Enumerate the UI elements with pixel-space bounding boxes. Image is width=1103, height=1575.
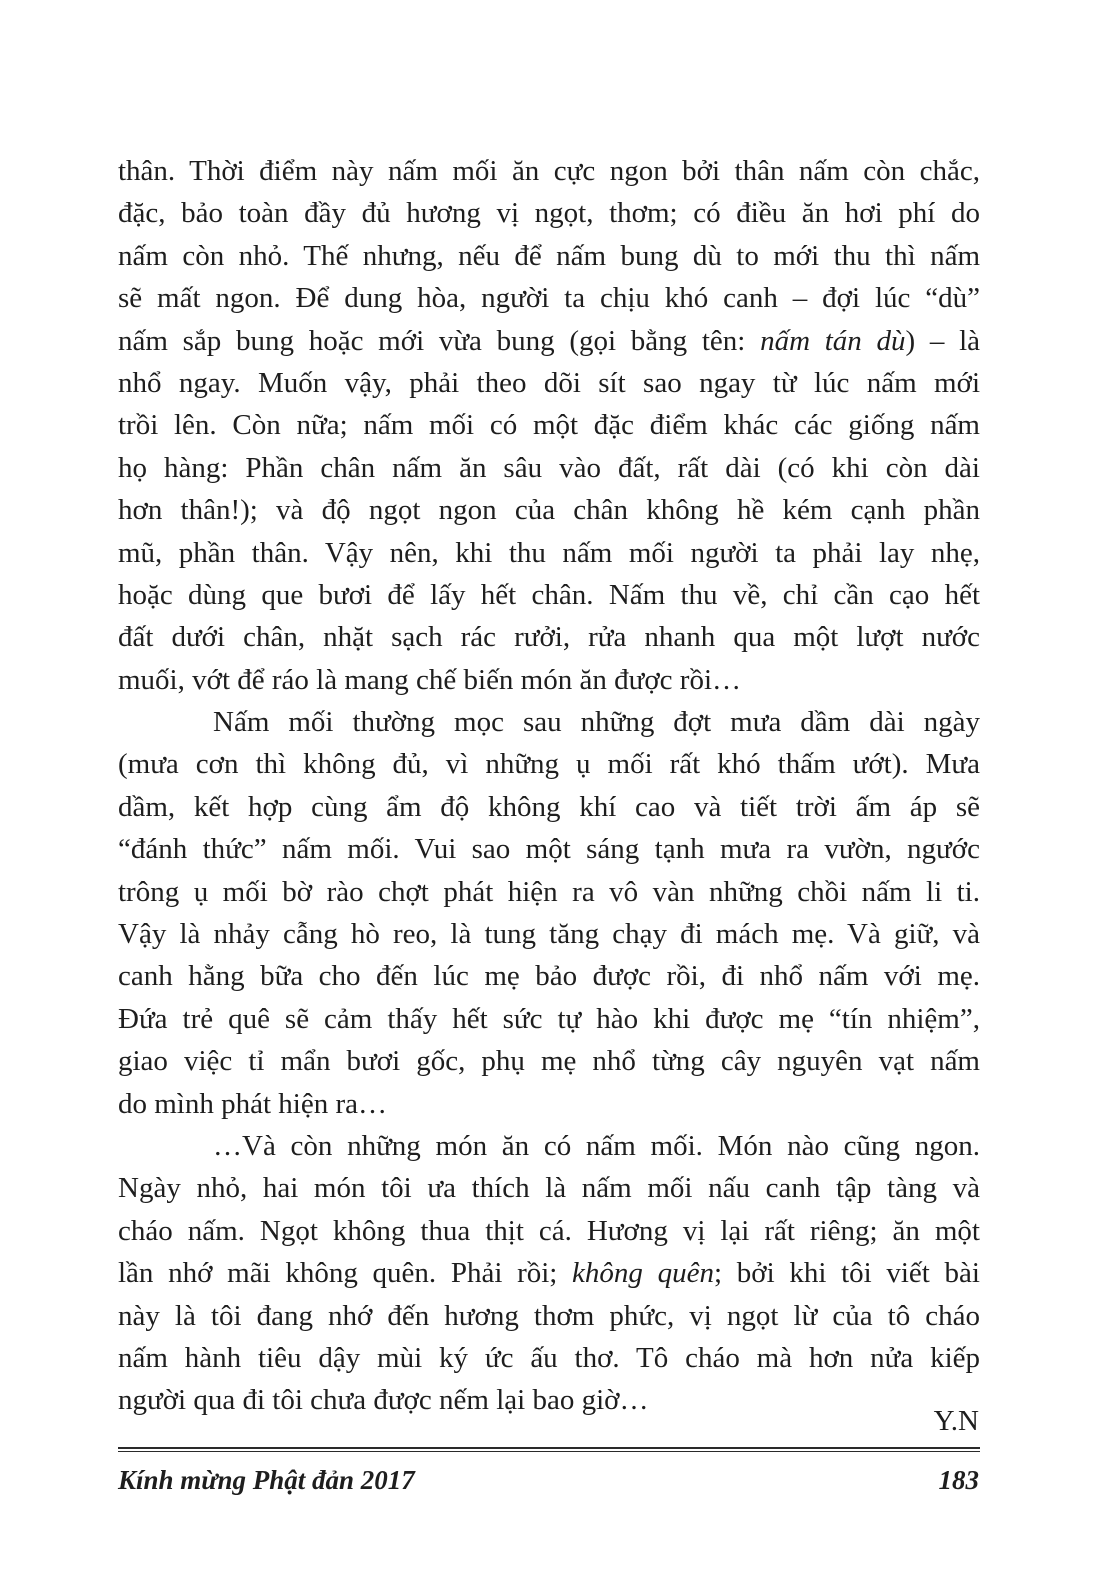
text-line: thân. Thời điểm này nấm mối ăn cực ngon bởi thân nấm còn chắc, <box>118 155 980 187</box>
text-line: Đứa trẻ quê sẽ cảm thấy hết sức tự hào khi được mẹ “tín nhiệm”, <box>118 1002 980 1035</box>
text-segment: ; bởi khi tôi viết bài <box>713 1257 980 1290</box>
text-line: trồi lên. Còn nữa; nấm mối có một đặc điểm khác các giống nấm <box>118 409 980 442</box>
text-line: trông ụ mối bờ rào chợt phát hiện ra vô vàn những chồi nấm li ti. <box>118 875 980 908</box>
text-line: cháo nấm. Ngọt không thua thịt cá. Hương vị lại rất riêng; ăn một <box>118 1214 980 1247</box>
text-line: này là tôi đang nhớ đến hương thơm phức, vị ngọt lừ của tô cháo <box>118 1299 980 1332</box>
italic-term: không quên <box>572 1257 714 1290</box>
text-line: …Và còn những món ăn có nấm mối. Món nào cũng ngon. <box>213 1129 980 1162</box>
footer-divider <box>118 1447 980 1452</box>
footer-publication-title: Kính mừng Phật đản 2017 <box>118 1465 415 1495</box>
text-line: Nấm mối thường mọc sau những đợt mưa dầm dài ngày <box>213 706 980 739</box>
text-line: do mình phát hiện ra… <box>118 1087 388 1120</box>
text-segment: lần nhớ mãi không quên. Phải rồi; <box>118 1257 573 1290</box>
article-body <box>118 150 980 1422</box>
text-line: sẽ mất ngon. Để dung hòa, người ta chịu khó canh – đợi lúc “dù” <box>118 282 980 315</box>
text-line: Ngày nhỏ, hai món tôi ưa thích là nấm mối nấu canh tập tàng và <box>118 1172 980 1205</box>
text-line: họ hàng: Phần chân nấm ăn sâu vào đất, rất dài (có khi còn dài <box>118 451 980 484</box>
italic-term: nấm tán dù <box>760 324 906 357</box>
text-line: canh hằng bữa cho đến lúc mẹ bảo được rồi, đi nhổ nấm với mẹ. <box>118 960 980 993</box>
text-line: hơn thân!); và độ ngọt ngon của chân không hề kém cạnh phần <box>118 494 980 527</box>
text-line: nấm hành tiêu dậy mùi ký ức ấu thơ. Tô cháo mà hơn nửa kiếp <box>118 1341 980 1374</box>
text-line: nấm còn nhỏ. Thế nhưng, nếu để nấm bung dù to mới thu thì nấm <box>118 239 980 272</box>
author-signature: Y.N <box>933 1405 979 1437</box>
text-line: “đánh thức” nấm mối. Vui sao một sáng tạnh mưa ra vườn, ngước <box>118 833 980 866</box>
text-line: Vậy là nhảy cẫng hò reo, là tung tăng chạy đi mách mẹ. Và giữ, và <box>118 918 980 951</box>
text-segment: nấm sắp bung hoặc mới vừa bung (gọi bằng tên: <box>118 324 761 357</box>
page-number: 183 <box>938 1465 979 1495</box>
text-segment: ) – là <box>905 324 980 357</box>
text-line: muối, vớt để ráo là mang chế biến món ăn được rồi… <box>118 663 742 696</box>
text-line: giao việc tỉ mẩn bươi gốc, phụ mẹ nhổ từng cây nguyên vạt nấm <box>118 1045 980 1078</box>
text-line: hoặc dùng que bươi để lấy hết chân. Nấm thu về, chỉ cần cạo hết <box>118 578 980 611</box>
text-line: nhổ ngay. Muốn vậy, phải theo dõi sít sao ngay từ lúc nấm mới <box>118 366 980 399</box>
text-line: dầm, kết hợp cùng ẩm độ không khí cao và tiết trời ấm áp sẽ <box>118 790 980 823</box>
text-line <box>118 320 980 362</box>
text-line: mũ, phần thân. Vậy nên, khi thu nấm mối người ta phải lay nhẹ, <box>118 536 980 569</box>
text-line: (mưa cơn thì không đủ, vì những ụ mối rất khó thấm ướt). Mưa <box>118 748 980 781</box>
text-line: đất dưới chân, nhặt sạch rác rưởi, rửa nhanh qua một lượt nước <box>118 621 980 654</box>
text-line: đặc, bảo toàn đầy đủ hương vị ngọt, thơm; có điều ăn hơi phí do <box>118 197 980 230</box>
text-line <box>118 1252 980 1294</box>
text-line: người qua đi tôi chưa được nếm lại bao giờ… <box>118 1384 649 1417</box>
